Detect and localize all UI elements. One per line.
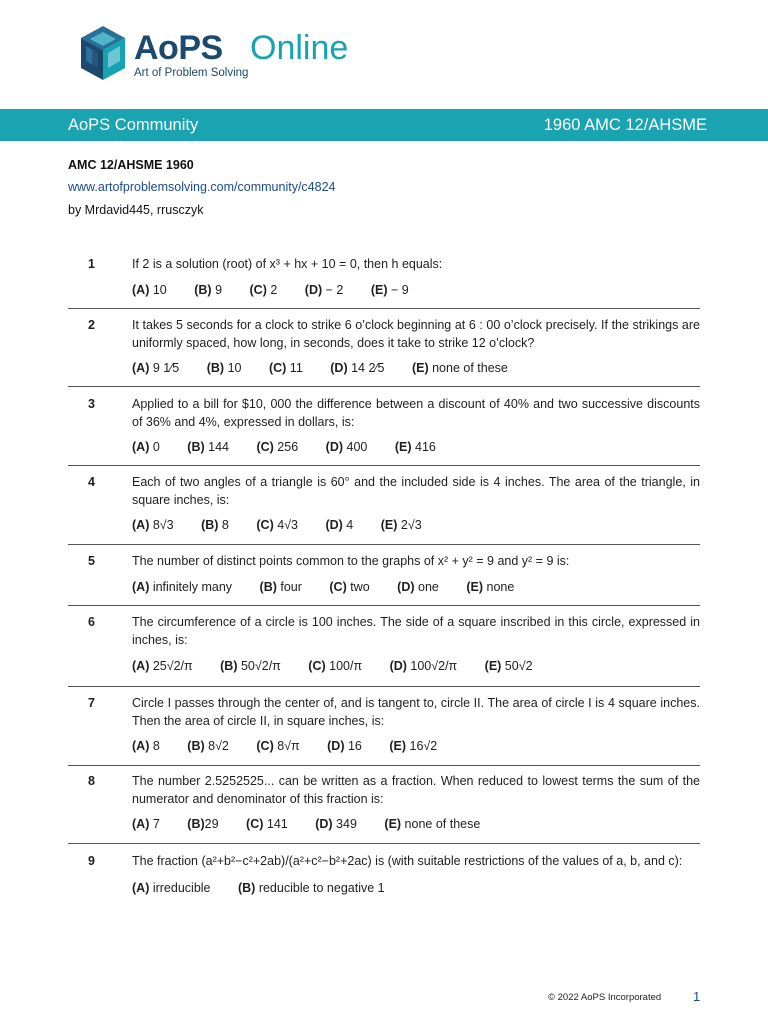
problem-3 <box>68 386 700 465</box>
problem-9 <box>68 843 700 904</box>
answer-choices <box>132 737 700 755</box>
choice-a: (A) 0 <box>132 440 160 454</box>
choice-e: (E) none of these <box>411 361 508 375</box>
choice-d: (D) one <box>397 580 439 594</box>
answer-choices <box>132 657 700 675</box>
choice-a: (A) infinitely many <box>132 580 233 594</box>
choice-d: (D) − 2 <box>304 283 344 297</box>
footer-copyright: © 2022 AoPS Incorporated <box>548 992 662 1003</box>
problem-7 <box>68 686 700 765</box>
choice-c: (C) two <box>329 580 370 594</box>
problem-number: 4 <box>88 475 95 489</box>
choice-e: (E) 16√2 <box>389 739 438 753</box>
problem-6 <box>68 605 700 686</box>
header-banner <box>0 109 768 141</box>
problem-2 <box>68 308 700 386</box>
answer-choices <box>132 438 700 456</box>
problem-number: 9 <box>88 854 95 868</box>
choice-e: (E) none of these <box>384 817 481 831</box>
choice-a: (A) 9 1⁄5 <box>132 361 180 375</box>
problem-number: 8 <box>88 774 95 788</box>
problem-text: If 2 is a solution (root) of x³ + hx + 10 = 0, then h equals: <box>132 257 443 271</box>
choice-b: (B) 9 <box>194 283 223 297</box>
choice-d: (D) 400 <box>325 440 368 454</box>
choice-e: (E) 416 <box>394 440 436 454</box>
logo-product-text: Online <box>250 29 349 67</box>
problem-text: The number of distinct points common to the graphs of x² + y² = 9 and y² = 9 is: <box>132 554 570 568</box>
choice-a: (A) irreducible <box>132 881 211 895</box>
problem-number: 2 <box>88 318 95 332</box>
choice-c: (C) 256 <box>256 440 299 454</box>
choice-a: (A) 7 <box>132 817 160 831</box>
problem-1 <box>68 250 700 307</box>
page-number: 1 <box>693 989 701 1004</box>
banner-community-title: AoPS Community <box>68 116 199 134</box>
problem-number: 1 <box>88 257 95 271</box>
choice-c: (C) 11 <box>268 361 303 375</box>
problem-text: It takes 5 seconds for a clock to strike 6 o’clock beginning at 6 : 00 o’clock precisely. If the strikings are uniformly spaced, how long, in seconds, does it take to strike 12 o’clock? <box>132 318 700 350</box>
choice-b: (B) 144 <box>187 440 229 454</box>
choice-a: (A) 8√3 <box>132 518 174 532</box>
problem-number: 5 <box>88 554 95 568</box>
answer-choices <box>132 281 700 299</box>
choice-b: (B) 50√2/π <box>220 659 281 673</box>
aops-online-logo <box>78 22 349 84</box>
choice-b: (B) four <box>259 580 302 594</box>
choice-c: (C) 2 <box>249 283 278 297</box>
choice-b: (B) 8√2 <box>187 739 229 753</box>
problem-number: 7 <box>88 696 95 710</box>
cube-logo-icon <box>78 24 128 82</box>
choice-e: (E) 50√2 <box>484 659 533 673</box>
answer-choices <box>132 578 700 596</box>
choice-b: (B) reducible to negative 1 <box>237 881 385 895</box>
choice-c: (C) 4√3 <box>256 518 298 532</box>
logo-tagline: Art of Problem Solving <box>134 67 249 79</box>
choice-d: (D) 4 <box>325 518 354 532</box>
choice-b: (B) 10 <box>206 361 242 375</box>
choice-d: (D) 349 <box>315 817 357 831</box>
answer-choices <box>132 516 700 534</box>
problem-text: The fraction (a²+b²−c²+2ab)/(a²+c²−b²+2ac) is (with suitable restrictions of the values of a, b, and c): <box>132 854 683 868</box>
document-title: AMC 12/AHSME 1960 <box>68 158 194 172</box>
choice-a: (A) 25√2/π <box>132 659 193 673</box>
problem-4 <box>68 465 700 544</box>
community-link[interactable]: www.artofproblemsolving.com/community/c4824 <box>68 180 336 194</box>
problem-text: Circle I passes through the center of, and is tangent to, circle II. The area of circle I is 4 square inches. Then the area of circle II, in square inches, is: <box>132 696 700 728</box>
problem-8 <box>68 765 700 843</box>
choice-e: (E) − 9 <box>370 283 409 297</box>
choice-c: (C) 8√π <box>256 739 300 753</box>
choice-b: (B) 8 <box>201 518 229 532</box>
problem-5 <box>68 544 700 605</box>
problem-text: Each of two angles of a triangle is 60° and the included side is 4 inches. The area of the triangle, in square inches, is: <box>132 475 700 507</box>
answer-choices <box>132 359 700 377</box>
logo-brand-text: AoPS <box>134 29 223 67</box>
problem-text: Applied to a bill for $10, 000 the difference between a discount of 40% and two successive discounts of 36% and 4%, expressed in dollars, is: <box>132 397 700 429</box>
problem-text: The number 2.5252525... can be written as a fraction. When reduced to lowest terms the sum of the numerator and denominator of this fraction is: <box>132 774 700 806</box>
choice-d: (D) 16 <box>327 739 362 753</box>
choice-a: (A) 8 <box>132 739 160 753</box>
choice-e: (E) none <box>466 580 515 594</box>
choice-b: (B)29 <box>187 817 219 831</box>
answer-choices <box>132 815 700 833</box>
choice-e: (E) 2√3 <box>380 518 422 532</box>
choice-c: (C) 141 <box>246 817 288 831</box>
problem-number: 6 <box>88 615 95 629</box>
banner-contest-title: 1960 AMC 12/AHSME <box>543 116 707 134</box>
problem-text: The circumference of a circle is 100 inches. The side of a square inscribed in this circle, expressed in inches, is: <box>132 615 700 647</box>
answer-choices <box>132 879 700 897</box>
authors-line: by Mrdavid445, rrusczyk <box>68 203 204 217</box>
choice-d: (D) 14 2⁄5 <box>330 361 385 375</box>
choice-d: (D) 100√2/π <box>389 659 458 673</box>
choice-a: (A) 10 <box>132 283 167 297</box>
problem-number: 3 <box>88 397 95 411</box>
choice-c: (C) 100/π <box>308 659 363 673</box>
